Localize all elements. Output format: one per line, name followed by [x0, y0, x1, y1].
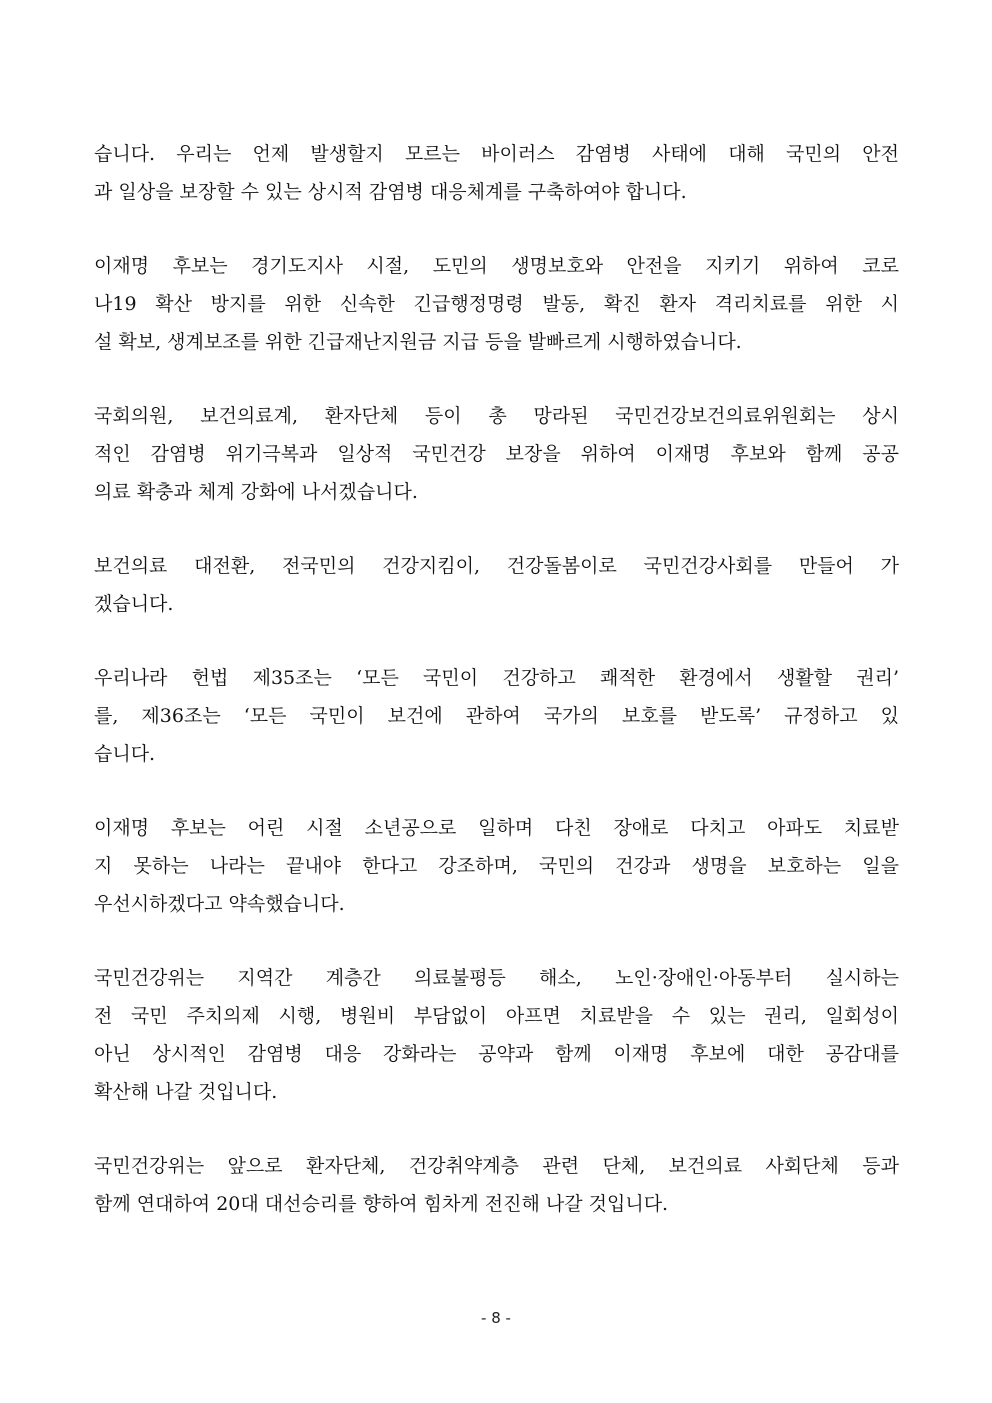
text-line: 설 확보, 생계보조를 위한 긴급재난지원금 지급 등을 발빠르게 시행하였습니다. [94, 331, 742, 353]
paragraph [94, 247, 899, 361]
text-line: 적인 감염병 위기극복과 일상적 국민건강 보장을 위하여 이재명 후보와 함께 공공 [94, 443, 899, 465]
body-text [94, 135, 899, 1259]
paragraph [94, 659, 899, 773]
text-line: 의료 확충과 체계 강화에 나서겠습니다. [94, 481, 418, 503]
paragraph [94, 547, 899, 623]
text-line: 국민건강위는 지역간 계층간 의료불평등 해소, 노인·장애인·아동부터 실시하는 [94, 967, 899, 989]
paragraph [94, 959, 899, 1111]
text-line: 국회의원, 보건의료계, 환자단체 등이 총 망라된 국민건강보건의료위원회는 상시 [94, 405, 899, 427]
text-line: 습니다. 우리는 언제 발생할지 모르는 바이러스 감염병 사태에 대해 국민의 안전 [94, 143, 899, 165]
text-line: 확산해 나갈 것입니다. [94, 1081, 278, 1103]
text-line: 우선시하겠다고 약속했습니다. [94, 893, 345, 915]
text-line: 과 일상을 보장할 수 있는 상시적 감염병 대응체계를 구축하여야 합니다. [94, 181, 687, 203]
text-line: 습니다. [94, 743, 156, 765]
text-line: 전 국민 주치의제 시행, 병원비 부담없이 아프면 치료받을 수 있는 권리, 일회성이 [94, 1005, 899, 1027]
text-line: 이재명 후보는 어린 시절 소년공으로 일하며 다친 장애로 다치고 아파도 치료받 [94, 817, 899, 839]
paragraph [94, 1147, 899, 1223]
text-line: 겠습니다. [94, 593, 174, 615]
paragraph [94, 135, 899, 211]
text-line: 국민건강위는 앞으로 환자단체, 건강취약계층 관련 단체, 보건의료 사회단체 등과 [94, 1155, 899, 1177]
text-line: 를, 제36조는 ‘모든 국민이 보건에 관하여 국가의 보호를 받도록’ 규정하고 있 [94, 705, 899, 727]
text-line: 지 못하는 나라는 끝내야 한다고 강조하며, 국민의 건강과 생명을 보호하는 일을 [94, 855, 899, 877]
text-line: 함께 연대하여 20대 대선승리를 향하여 힘차게 전진해 나갈 것입니다. [94, 1193, 669, 1215]
text-line: 아닌 상시적인 감염병 대응 강화라는 공약과 함께 이재명 후보에 대한 공감대를 [94, 1043, 899, 1065]
paragraph [94, 809, 899, 923]
text-line: 나19 확산 방지를 위한 신속한 긴급행정명령 발동, 확진 환자 격리치료를 위한 시 [94, 293, 899, 315]
paragraph [94, 397, 899, 511]
text-line: 이재명 후보는 경기도지사 시절, 도민의 생명보호와 안전을 지키기 위하여 코로 [94, 255, 899, 277]
text-line: 우리나라 헌법 제35조는 ‘모든 국민이 건강하고 쾌적한 환경에서 생활할 권리’ [94, 667, 899, 689]
text-line: 보건의료 대전환, 전국민의 건강지킴이, 건강돌봄이로 국민건강사회를 만들어 가 [94, 555, 899, 577]
page-number: - 8 - [481, 1309, 511, 1327]
